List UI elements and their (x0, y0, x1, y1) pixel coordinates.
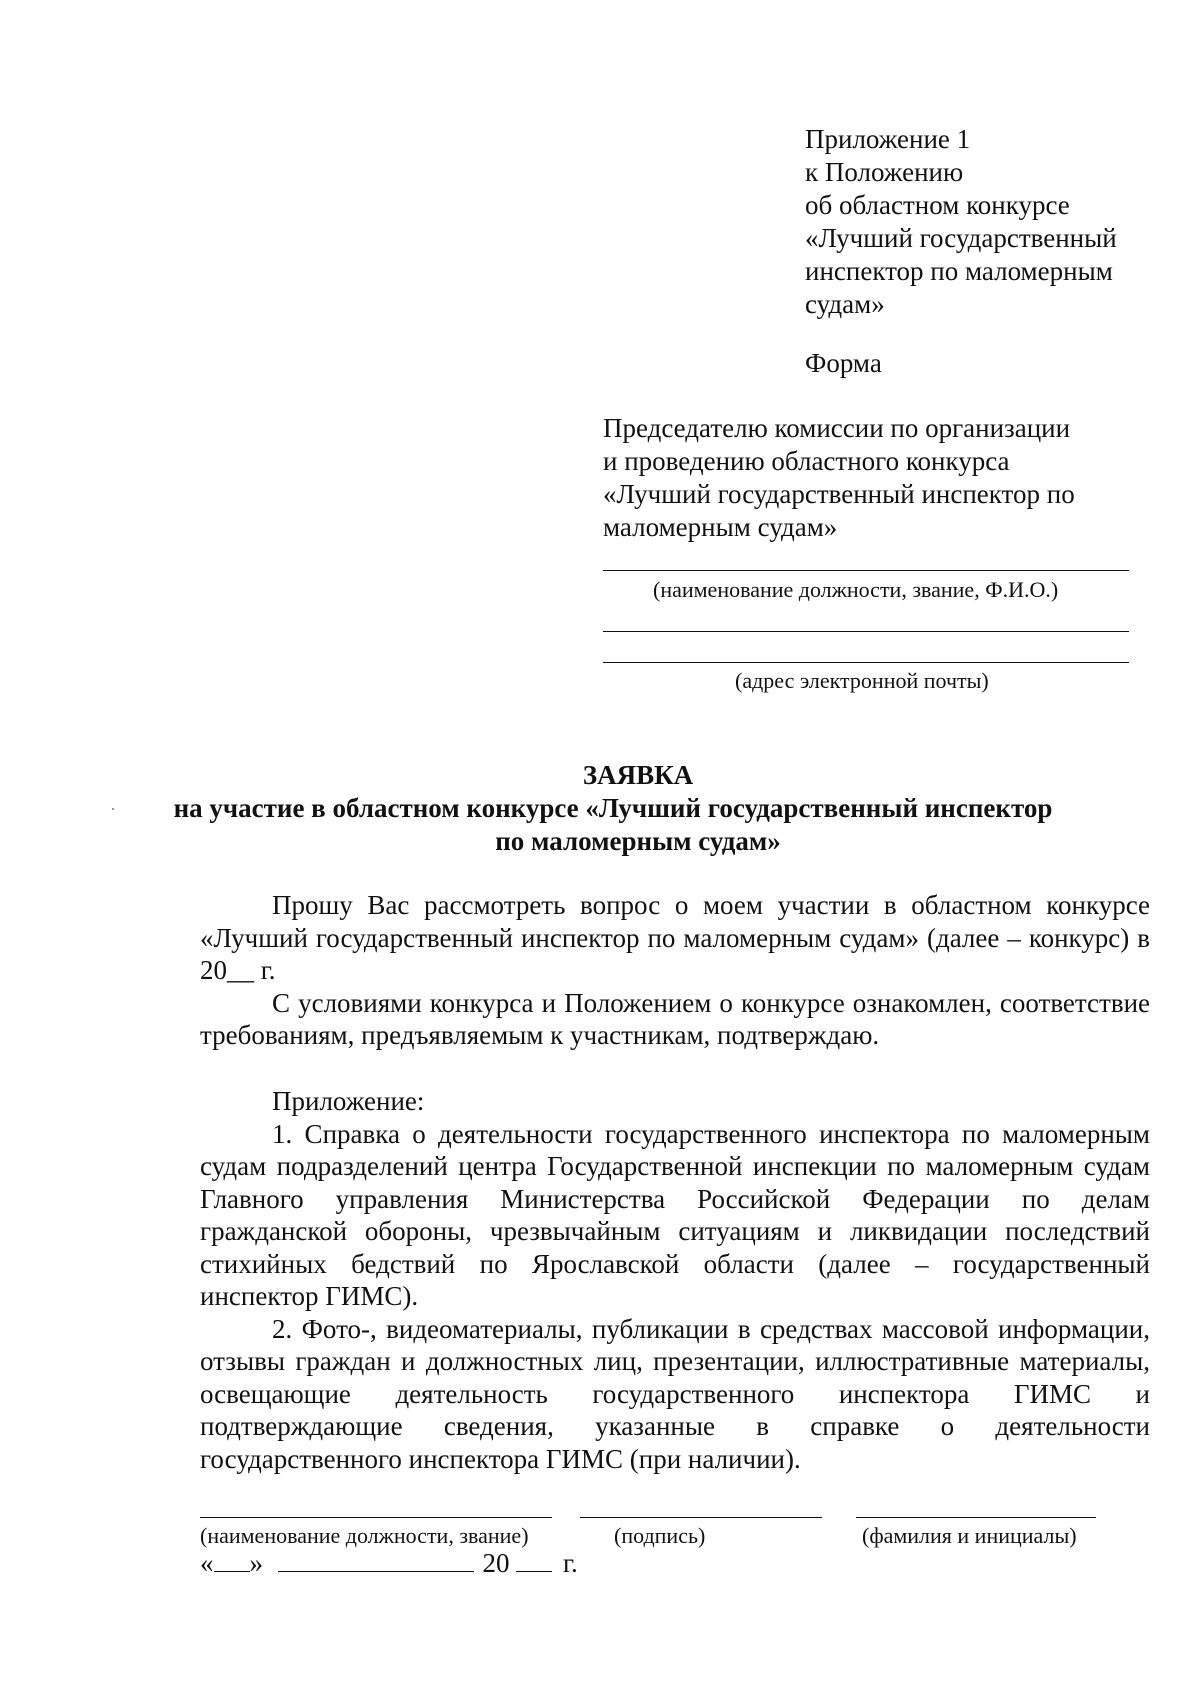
title-sub-line2: по маломерным судам» (495, 826, 781, 856)
addressee-block (603, 412, 1163, 544)
addressee-line: «Лучший государственный инспектор по (603, 479, 1075, 509)
year-blank[interactable] (516, 1549, 552, 1572)
appendix-line: «Лучший государственный (805, 223, 1117, 253)
year-suffix: г. (563, 1548, 578, 1578)
appendix-line: судам» (805, 289, 885, 319)
acknowledgement-paragraph: С условиями конкурса и Положением о конкурсе ознакомлен, соответствие требованиям, предъявляемым к участникам, подтверждаю. (200, 987, 1150, 1050)
addressee-line: Председателю комиссии по организации (603, 413, 1071, 443)
signature-line[interactable] (580, 1517, 822, 1518)
attachments-section (200, 1085, 1150, 1475)
month-blank[interactable] (278, 1549, 474, 1572)
form-label: Форма (805, 348, 882, 378)
application-body (200, 889, 1150, 1052)
year-prefix: 20 (482, 1548, 510, 1578)
appendix-line: Приложение 1 (805, 124, 971, 154)
signature-position-line[interactable] (200, 1517, 552, 1518)
day-blank[interactable] (214, 1549, 250, 1572)
title-sub-line1: на участие в областном конкурсе «Лучший государственный инспектор (173, 793, 1053, 823)
date-close-quote: » (249, 1548, 263, 1578)
email-caption: (адрес электронной почты) (735, 668, 989, 693)
appendix-header (805, 123, 1185, 321)
signature-name-line[interactable] (856, 1517, 1096, 1518)
appendix-line: инспектор по маломерным (805, 256, 1113, 286)
name-blank-line[interactable] (603, 631, 1129, 632)
title-main: ЗАЯВКА (582, 760, 694, 790)
addressee-line: маломерным судам» (603, 512, 838, 542)
addressee-line: и проведению областного конкурса (603, 446, 1010, 476)
signature-caption: (подпись) (614, 1523, 706, 1548)
document-title (0, 759, 1200, 858)
email-blank-line[interactable] (603, 662, 1129, 663)
appendix-line: к Положению (805, 157, 964, 187)
attachments-label: Приложение: (272, 1086, 425, 1116)
request-paragraph: Прошу Вас рассмотреть вопрос о моем участии в областном конкурсе «Лучший государственный инспектор по маломерным судам» (далее – конкурс) в 20__ г. (200, 890, 1150, 985)
appendix-line: об областном конкурсе (805, 190, 1070, 220)
attachment-item-1: 1. Справка о деятельности государственного инспектора по маломерным судам подразделений центра Государственной инспекции по маломерным судам Главного управления Министерства Российской Федерации по делам гражданской обороны, чрезвычайным ситуациям и ликвидации последствий стихийных бедствий по Ярославской области (далее – государственный инспектор ГИМС). (200, 1118, 1150, 1311)
position-blank-line[interactable] (603, 570, 1129, 571)
date-open-quote: « (200, 1548, 214, 1578)
attachment-item-2: 2. Фото-, видеоматериалы, публикации в средствах массовой информации, отзывы граждан и должностных лиц, презентации, иллюстративные материалы, освещающие деятельность государственного инспектора ГИМС и подтверждающие сведения, указанные в справке о деятельности государственного инспектора ГИМС (при наличии). (200, 1313, 1150, 1474)
position-caption: (наименование должности, звание, Ф.И.О.) (653, 577, 1059, 602)
signature-name-caption: (фамилия и инициалы) (862, 1523, 1077, 1548)
date-line (200, 1547, 578, 1580)
signature-position-caption: (наименование должности, звание) (200, 1523, 529, 1548)
scan-speck (112, 808, 114, 810)
